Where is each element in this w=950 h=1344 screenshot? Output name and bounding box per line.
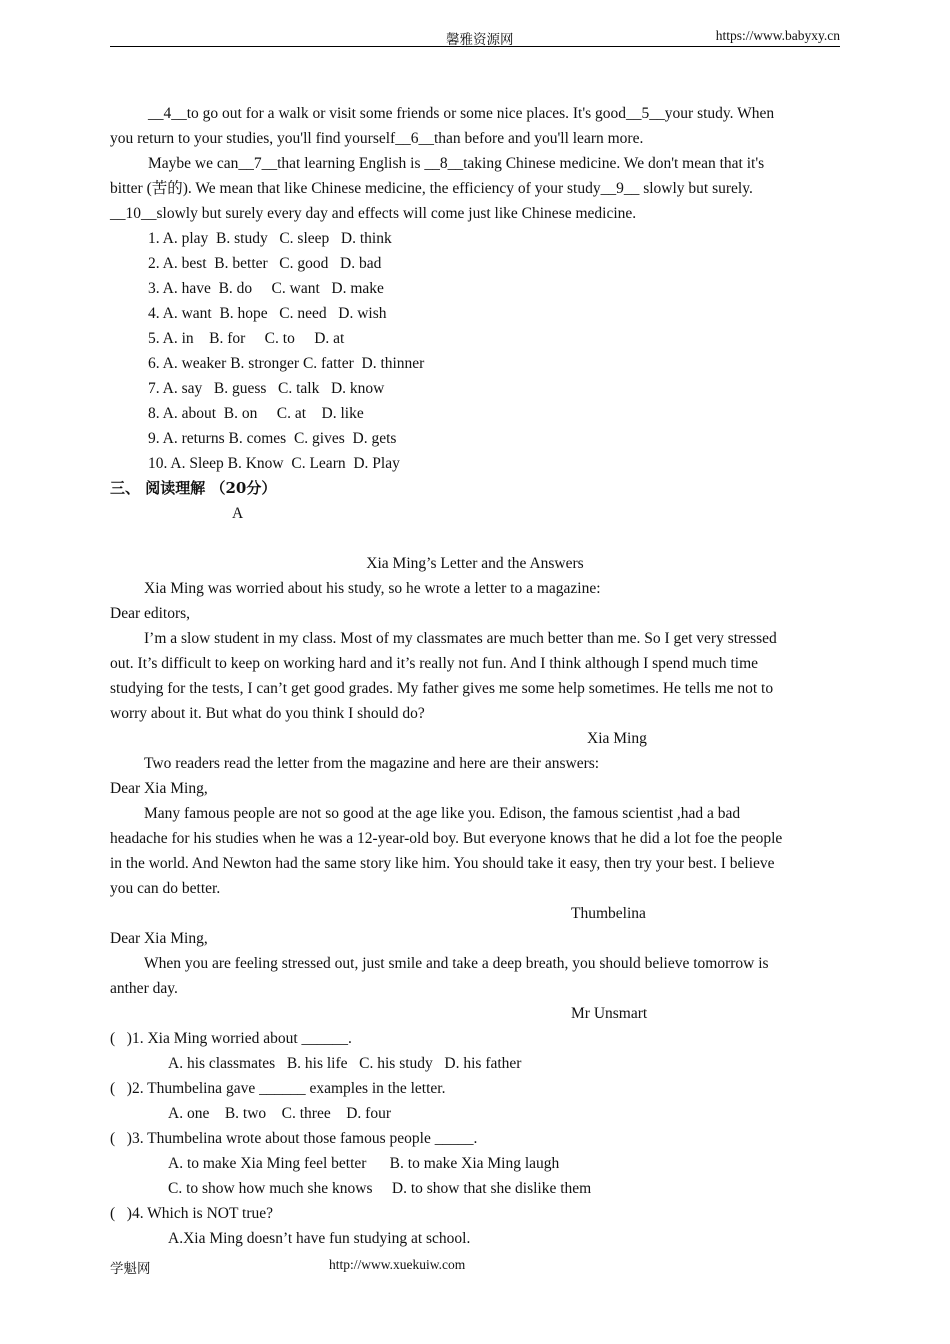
cloze-option-8: 8. A. about B. on C. at D. like bbox=[148, 405, 364, 422]
question-1: ( )1. Xia Ming worried about ______. bbox=[110, 1030, 352, 1047]
letter1-signature: Xia Ming bbox=[587, 730, 647, 747]
letter1-line4: worry about it. But what do you think I should do? bbox=[110, 705, 425, 722]
letter2-line3: in the world. And Newton had the same story like him. You should take it easy, then try your best. I believe bbox=[110, 855, 775, 872]
letter3-signature: Mr Unsmart bbox=[571, 1005, 648, 1022]
section-heading: 三、 阅读理解 （20分） bbox=[110, 479, 277, 497]
letter1-line3: studying for the tests, I can’t get good grades. My father gives me some help sometimes. He tells me not to bbox=[110, 680, 774, 697]
cloze-option-4: 4. A. want B. hope C. need D. wish bbox=[148, 305, 387, 322]
passage-intro2: Two readers read the letter from the magazine and here are their answers: bbox=[144, 755, 600, 772]
cloze-option-1: 1. A. play B. study C. sleep D. think bbox=[148, 230, 392, 247]
question-2-options: A. one B. two C. three D. four bbox=[168, 1105, 391, 1122]
cloze-option-7: 7. A. say B. guess C. talk D. know bbox=[148, 380, 385, 397]
cloze-para2-line1: Maybe we can__7__that learning English is __8__taking Chinese medicine. We don't mean that it's bbox=[148, 155, 765, 172]
document-body bbox=[110, 101, 840, 1251]
question-4-option-a: A.Xia Ming doesn’t have fun studying at school. bbox=[168, 1230, 471, 1247]
question-list bbox=[110, 1026, 840, 1251]
letter3-line1: When you are feeling stressed out, just smile and take a deep breath, you should believe tomorrow is bbox=[144, 955, 769, 972]
question-4: ( )4. Which is NOT true? bbox=[110, 1205, 273, 1222]
question-1-options: A. his classmates B. his life C. his study D. his father bbox=[168, 1055, 522, 1072]
cloze-option-9: 9. A. returns B. comes C. gives D. gets bbox=[148, 430, 397, 447]
letter3-line2: anther day. bbox=[110, 980, 178, 997]
question-3-options-c-d: C. to show how much she knows D. to show that she dislike them bbox=[168, 1180, 592, 1197]
footer-site-name: 学魁网 bbox=[110, 1261, 151, 1276]
question-2: ( )2. Thumbelina gave ______ examples in the letter. bbox=[110, 1080, 446, 1097]
cloze-para1-line1: __4__to go out for a walk or visit some friends or some nice places. It's good__5__your study. When bbox=[148, 105, 775, 122]
cloze-option-5: 5. A. in B. for C. to D. at bbox=[148, 330, 345, 347]
letter1-line2: out. It’s difficult to keep on working hard and it’s really not fun. And I think although I spend much time bbox=[110, 655, 759, 672]
cloze-para1-line2: you return to your studies, you'll find yourself__6__than before and you'll learn more. bbox=[110, 130, 644, 147]
footer-url[interactable]: http://www.xuekuiw.com bbox=[329, 1257, 466, 1272]
cloze-para2-line3: __10__slowly but surely every day and effects will come just like Chinese medicine. bbox=[110, 205, 637, 222]
cloze-option-10: 10. A. Sleep B. Know C. Learn D. Play bbox=[148, 455, 400, 472]
cloze-para2-line2: bitter (苦的). We mean that like Chinese medicine, the efficiency of your study__9__ slowly but surely. bbox=[110, 180, 753, 197]
blank-line bbox=[110, 526, 840, 551]
question-3-options-a-b: A. to make Xia Ming feel better B. to make Xia Ming laugh bbox=[168, 1155, 560, 1172]
letter2-salutation: Dear Xia Ming, bbox=[110, 780, 208, 797]
cloze-option-3: 3. A. have B. do C. want D. make bbox=[148, 280, 384, 297]
letter2-line2: headache for his studies when he was a 12-year-old boy. But everyone knows that he did a lot foe the people bbox=[110, 830, 783, 847]
question-3: ( )3. Thumbelina wrote about those famous people _____. bbox=[110, 1130, 478, 1147]
letter1-salutation: Dear editors, bbox=[110, 605, 191, 622]
header-url[interactable]: https://www.babyxy.cn bbox=[715, 28, 840, 43]
cloze-options bbox=[110, 226, 840, 476]
letter2-line4: you can do better. bbox=[110, 880, 221, 897]
letter3-salutation: Dear Xia Ming, bbox=[110, 930, 208, 947]
letter2-signature: Thumbelina bbox=[571, 905, 646, 922]
passage-title: Xia Ming’s Letter and the Answers bbox=[366, 555, 584, 572]
letter2-line1: Many famous people are not so good at the age like you. Edison, the famous scientist ,had a bad bbox=[144, 805, 741, 822]
cloze-option-6: 6. A. weaker B. stronger C. fatter D. thinner bbox=[148, 355, 425, 372]
passage-intro: Xia Ming was worried about his study, so he wrote a letter to a magazine: bbox=[144, 580, 601, 597]
header-site-name: 馨雅资源网 bbox=[446, 32, 514, 47]
cloze-option-2: 2. A. best B. better C. good D. bad bbox=[148, 255, 382, 272]
letter1-line1: I’m a slow student in my class. Most of my classmates are much better than me. So I get very stressed bbox=[144, 630, 777, 647]
part-label: A bbox=[232, 505, 244, 522]
page-header bbox=[110, 26, 840, 47]
